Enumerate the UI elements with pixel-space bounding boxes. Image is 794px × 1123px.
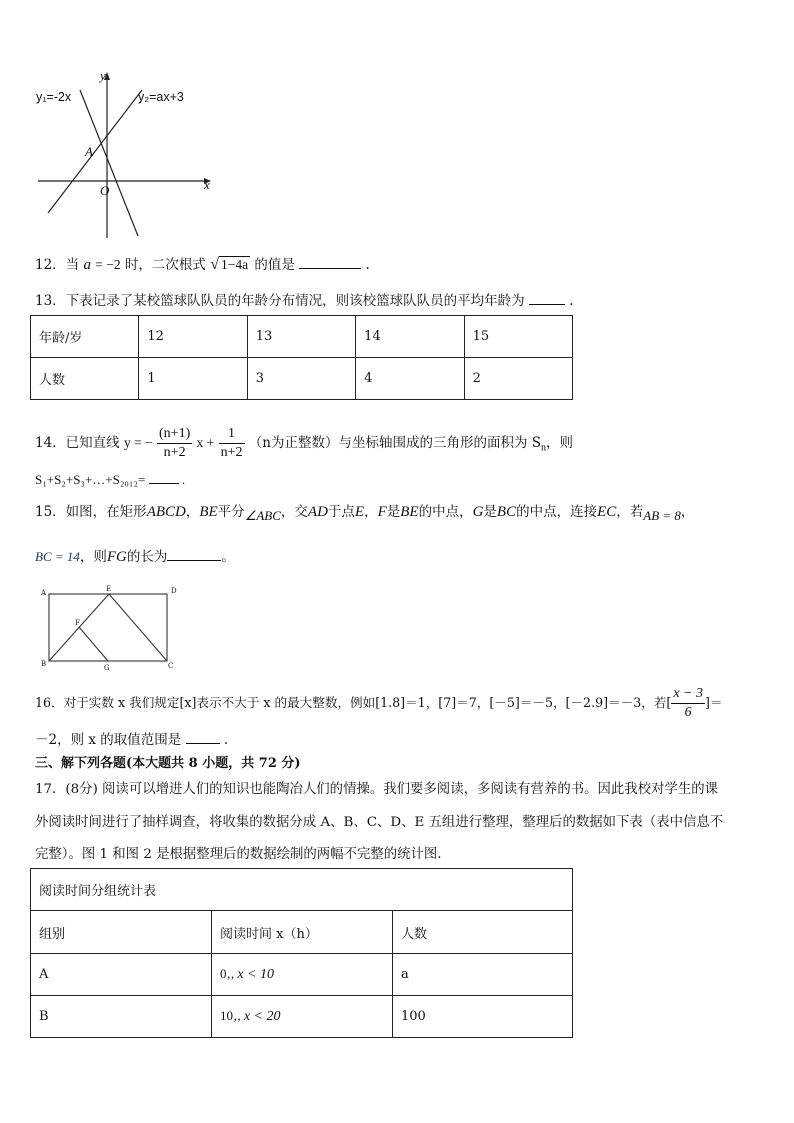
q14-frac1: $\frac{(n+1)}{n+2}$: [159, 426, 191, 460]
table-row: 组别 阅读时间 x（h） 人数: [31, 911, 573, 954]
q17-line2: 外阅读时间进行了抽样调查，将收集的数据分成 A、B、C、D、E 五组进行整理，整理后的数据如下表（表中信息不: [35, 815, 724, 830]
label-x: x: [204, 177, 210, 192]
table-row: 人数 1 3 4 2: [31, 358, 573, 400]
q14-frac2: $\frac{1}{n+2}$: [220, 426, 243, 460]
segment-EC: [109, 594, 167, 661]
q16-line1: 16．对于实数 x 我们规定[x]表示不大于 x 的最大整数，例如[1.8]＝1，[7]＝7，[－5]＝－5，[－2.9]＝－3，若[ $\frac{x - 3}{6}$ ]＝: [35, 686, 723, 720]
q15-blank[interactable]: [167, 546, 221, 561]
q14-line2: S₁+S₂+S₃+…+S₂₀₁₂= .: [35, 469, 185, 490]
table-row: B 10‚, x < 20 100: [31, 996, 573, 1038]
table-row: A 0‚, x < 10 a: [31, 954, 573, 996]
radicand: 1−4a: [221, 257, 249, 272]
table-row: [31, 869, 573, 911]
q12-line: 12．当 a = −2 时，二次根式 √ 1−4a 的值是 .: [35, 256, 370, 273]
table-title: 阅读时间分组统计表: [31, 869, 573, 911]
q13-blank[interactable]: [529, 290, 565, 305]
fig-label-D: D: [171, 587, 177, 595]
fig-label-F: F: [75, 619, 80, 627]
line-y1: [80, 90, 138, 236]
label-A: A: [85, 144, 93, 159]
label-y: y: [100, 68, 106, 83]
segment-FG: [79, 627, 108, 661]
section3-title: 三、解下列各题(本大题共 8 小题，共 72 分): [35, 756, 301, 771]
q17-line3: 完整）。图 1 和图 2 是根据整理后的数据绘制的两幅不完整的统计图.: [35, 847, 442, 862]
q16-line2: －2，则 x 的取值范围是 .: [35, 729, 228, 750]
q17-line1: 17．(8分) 阅读可以增进人们的知识也能陶冶人们的情操。我们要多阅读，多阅读有营养的书。因此我校对学生的课: [35, 782, 719, 797]
q15-line2: BC = 14，则FG的长为 。: [35, 546, 235, 567]
label-O: O: [100, 183, 110, 198]
line-y2: [48, 90, 142, 213]
q16-frac: $\frac{x - 3}{6}$: [673, 686, 703, 720]
q14-blank[interactable]: [149, 469, 179, 484]
q15-figure: [40, 588, 180, 668]
fig-label-G: G: [104, 664, 110, 672]
label-y1: y₁=-2x: [36, 90, 72, 104]
q16-blank[interactable]: [186, 729, 220, 744]
q13-line: 13．下表记录了某校篮球队队员的年龄分布情况，则该校篮球队队员的平均年龄为 .: [35, 290, 574, 311]
q13-table: [30, 315, 573, 400]
q15-line1: 15．如图，在矩形ABCD，BE平分∠ABC，交AD于点E，F是BE的中点，G是BC的中点，连接EC，若AB = 8，: [35, 504, 695, 523]
rectangle-ABCD: [49, 594, 167, 661]
fig-label-E: E: [106, 585, 112, 593]
label-y2: y₂=ax+3: [138, 90, 184, 104]
q14-line1: 14．已知直线 y = − $\frac{(n+1)}{n+2}$ x + $\frac{1}{n+2}$ （n为正整数）与坐标轴围成的三角形的面积为 $S_n$，则: [35, 426, 574, 460]
q17-table: [30, 868, 573, 1038]
fig-label-C: C: [168, 662, 174, 670]
q12-blank[interactable]: [299, 254, 361, 269]
fig-label-B: B: [41, 660, 47, 668]
table-row: 年龄/岁 12 13 14 15: [31, 316, 573, 358]
sqrt-symbol: √: [210, 256, 220, 273]
fig-label-A: A: [41, 589, 47, 597]
